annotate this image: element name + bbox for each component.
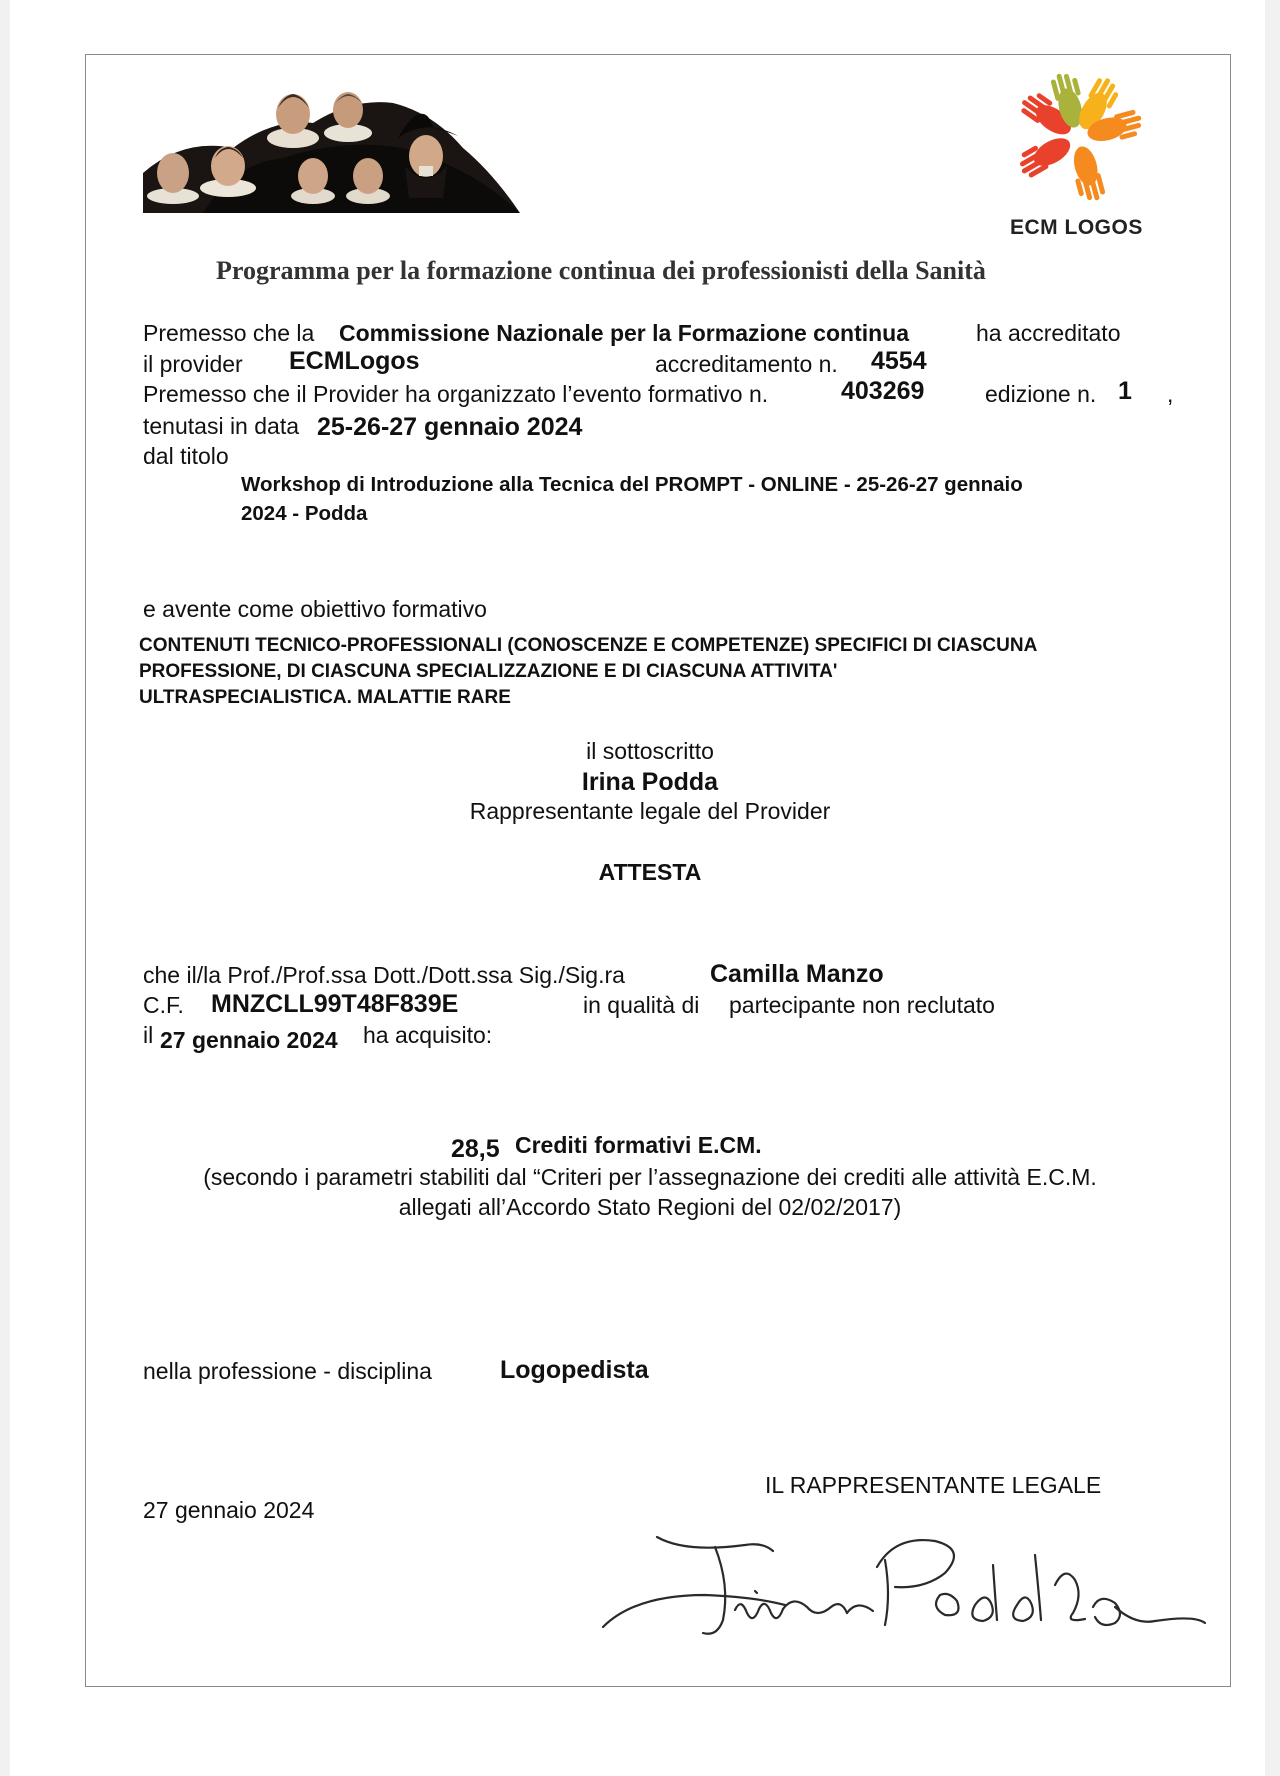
signer-name: Irina Podda: [581, 768, 719, 796]
accreditation-label: accreditamento n.: [655, 351, 838, 377]
fiscal-code: MNZCLL99T48F839E: [211, 990, 459, 1018]
ecm-logos-hands-logo: [1003, 62, 1153, 212]
handwritten-signature: [595, 1525, 1210, 1645]
acquired-suffix: ha acquisito:: [363, 1022, 493, 1048]
preamble-line1-prefix: Premesso che la: [143, 320, 315, 346]
legal-representative-label: IL RAPPRESENTANTE LEGALE: [765, 1472, 1102, 1498]
event-title-line1: Workshop di Introduzione alla Tecnica del PROMPT - ONLINE - 25-26-27 gennaio: [241, 473, 1023, 496]
profession-label: nella professione - disciplina: [143, 1358, 432, 1384]
event-label: Premesso che il Provider ha organizzato l’evento formativo n.: [143, 381, 769, 407]
program-title: Programma per la formazione continua dei professionisti della Sanità: [216, 256, 986, 285]
anatomy-lesson-painting: [143, 78, 520, 213]
event-title-line2: 2024 - Podda: [241, 502, 368, 525]
acquired-date-prefix: il: [143, 1022, 154, 1048]
event-date-label: tenutasi in data: [143, 413, 300, 439]
provider-name: ECMLogos: [289, 347, 420, 375]
credits-label: Crediti formativi E.CM.: [515, 1132, 762, 1158]
commission-name: Commissione Nazionale per la Formazione continua: [339, 320, 910, 346]
objective-line2: PROFESSIONE, DI CIASCUNA SPECIALIZZAZIONE E DI CIASCUNA ATTIVITA': [139, 661, 838, 682]
credits-note-line1: (secondo i parametri stabiliti dal “Criteri per l’assegnazione dei crediti alle attività E.C.M.: [203, 1164, 1097, 1190]
participant-title-label: che il/la Prof./Prof.ssa Dott./Dott.ssa Sig./Sig.ra: [143, 962, 625, 988]
edition-number: 1: [1118, 377, 1132, 405]
credits-value: 28,5: [451, 1135, 500, 1163]
profession-value: Logopedista: [500, 1356, 649, 1384]
participant-role: partecipante non reclutato: [729, 992, 995, 1018]
certificate-page: [10, 0, 1265, 1776]
cf-label: C.F.: [143, 992, 184, 1018]
attesta-heading: ATTESTA: [598, 859, 702, 885]
event-title-label: dal titolo: [143, 443, 229, 469]
provider-label: il provider: [143, 351, 243, 377]
ecm-logos-wordmark: ECM LOGOS: [1010, 216, 1143, 239]
participant-name: Camilla Manzo: [710, 960, 884, 988]
participant-role-label: in qualità di: [583, 992, 700, 1018]
credits-note-line2: allegati all’Accordo Stato Regioni del 02/02/2017): [398, 1194, 902, 1220]
event-number: 403269: [841, 377, 925, 405]
objective-line3: ULTRASPECIALISTICA. MALATTIE RARE: [139, 687, 511, 708]
preamble-line1-suffix: ha accreditato: [976, 320, 1121, 346]
signer-intro: il sottoscritto: [586, 738, 714, 764]
issue-date: 27 gennaio 2024: [143, 1497, 315, 1523]
objective-label: e avente come obiettivo formativo: [143, 596, 487, 622]
signer-role: Rappresentante legale del Provider: [469, 798, 831, 824]
edition-label: edizione n.: [985, 381, 1097, 407]
accreditation-number: 4554: [871, 347, 927, 375]
acquired-date: 27 gennaio 2024: [160, 1027, 338, 1053]
objective-line1: CONTENUTI TECNICO-PROFESSIONALI (CONOSCENZE E COMPETENZE) SPECIFICI DI CIASCUNA: [139, 635, 1038, 656]
edition-comma: ,: [1167, 381, 1174, 407]
event-dates: 25-26-27 gennaio 2024: [317, 413, 583, 441]
